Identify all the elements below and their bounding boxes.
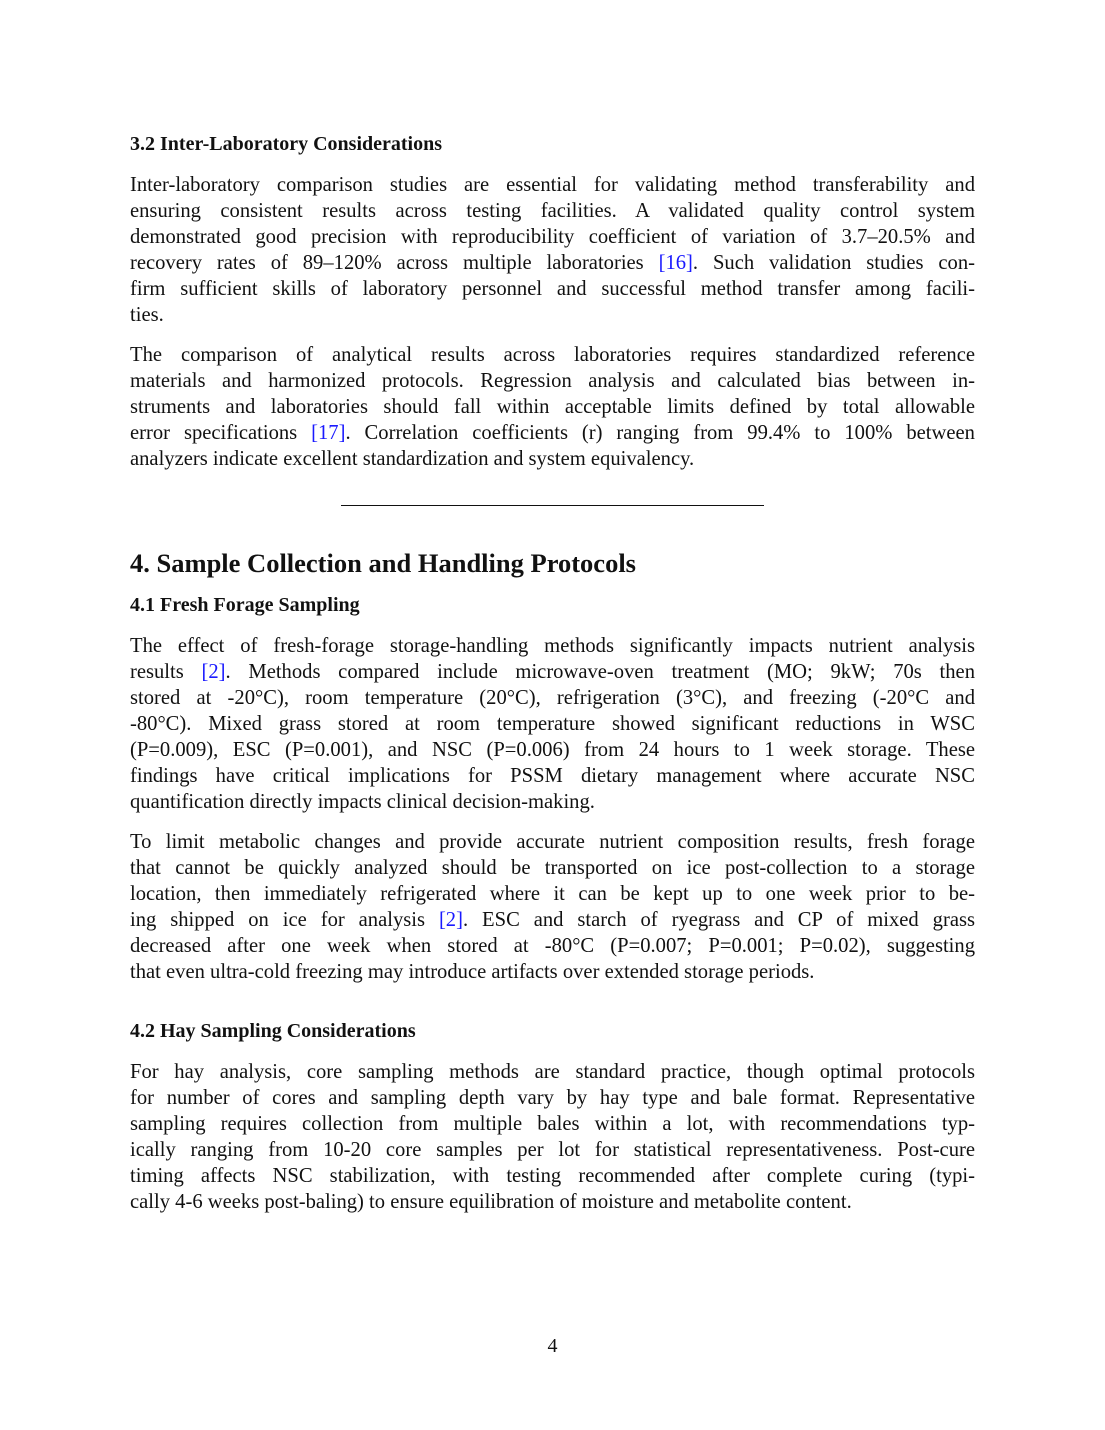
text-line: timing affects NSC stabilization, with testing recommended after complete curing (typi- — [130, 1165, 975, 1187]
text-line: that cannot be quickly analyzed should be transported on ice post-collection to a storage — [130, 857, 975, 879]
text-line: For hay analysis, core sampling methods are standard practice, though optimal protocols — [130, 1061, 975, 1083]
section-title-4: 4. Sample Collection and Handling Protocols — [130, 548, 636, 578]
text-span: recovery rates of 89–120% across multiple laboratories — [130, 252, 659, 274]
text-span: ing shipped on ice for analysis — [130, 909, 439, 931]
text-line: decreased after one week when stored at -80°C (P=0.007; P=0.001; P=0.02), suggesting — [130, 935, 975, 957]
citation-link-2[interactable]: [2] — [201, 661, 226, 683]
text-line: quantification directly impacts clinical decision-making. — [130, 791, 595, 813]
text-line — [130, 250, 975, 276]
text-span: . Correlation coefficients (r) ranging from 99.4% to 100% between — [345, 422, 975, 444]
text-line: ties. — [130, 304, 164, 326]
text-line: firm sufficient skills of laboratory personnel and successful method transfer among facili- — [130, 278, 975, 300]
text-span: results — [130, 661, 202, 683]
text-line: ensuring consistent results across testing facilities. A validated quality control system — [130, 200, 975, 222]
subsection-heading-3-2: 3.2 Inter-Laboratory Considerations — [130, 133, 443, 155]
subsection-heading-4-2: 4.2 Hay Sampling Considerations — [130, 1020, 416, 1042]
subsection-heading-4-1: 4.1 Fresh Forage Sampling — [130, 594, 360, 616]
text-line: struments and laboratories should fall within acceptable limits defined by total allowable — [130, 396, 975, 418]
text-line: (P=0.009), ESC (P=0.001), and NSC (P=0.006) from 24 hours to 1 week storage. These — [130, 739, 975, 761]
text-span: error specifications — [130, 422, 312, 444]
text-line: The effect of fresh-forage storage-handling methods significantly impacts nutrient analysis — [130, 635, 975, 657]
text-line: -80°C). Mixed grass stored at room temperature showed significant reductions in WSC — [130, 713, 975, 735]
text-line: sampling requires collection from multiple bales within a lot, with recommendations typ- — [130, 1113, 975, 1135]
text-line — [130, 659, 975, 685]
text-line: The comparison of analytical results across laboratories requires standardized reference — [130, 344, 975, 366]
text-line: for number of cores and sampling depth vary by hay type and bale format. Representative — [130, 1087, 975, 1109]
text-line: stored at -20°C), room temperature (20°C), refrigeration (3°C), and freezing (-20°C and — [130, 687, 975, 709]
page-number: 4 — [547, 1335, 558, 1357]
text-line: findings have critical implications for PSSM dietary management where accurate NSC — [130, 765, 975, 787]
text-span: . ESC and starch of ryegrass and CP of mixed grass — [462, 909, 975, 931]
text-line: materials and harmonized protocols. Regression analysis and calculated bias between in- — [130, 370, 975, 392]
text-span: . Such validation studies con- — [692, 252, 975, 274]
text-line: ically ranging from 10-20 core samples per lot for statistical representativeness. Post-cure — [130, 1139, 975, 1161]
text-line: cally 4-6 weeks post-baling) to ensure equilibration of moisture and metabolite content. — [130, 1191, 852, 1213]
section-divider — [341, 505, 764, 506]
citation-link-17[interactable]: [17] — [311, 422, 346, 444]
text-span: . Methods compared include microwave-oven treatment (MO; 9kW; 70s then — [225, 661, 975, 683]
text-line: that even ultra-cold freezing may introduce artifacts over extended storage periods. — [130, 961, 815, 983]
citation-link-2[interactable]: [2] — [438, 909, 463, 931]
text-line — [130, 420, 975, 446]
text-line: Inter-laboratory comparison studies are essential for validating method transferability and — [130, 174, 975, 196]
citation-link-16[interactable]: [16] — [658, 252, 693, 274]
text-line: To limit metabolic changes and provide accurate nutrient composition results, fresh forage — [130, 831, 975, 853]
text-line: demonstrated good precision with reproducibility coefficient of variation of 3.7–20.5% and — [130, 226, 975, 248]
text-line: location, then immediately refrigerated where it can be kept up to one week prior to be- — [130, 883, 975, 905]
text-line: analyzers indicate excellent standardization and system equivalency. — [130, 448, 695, 470]
text-line — [130, 907, 975, 933]
